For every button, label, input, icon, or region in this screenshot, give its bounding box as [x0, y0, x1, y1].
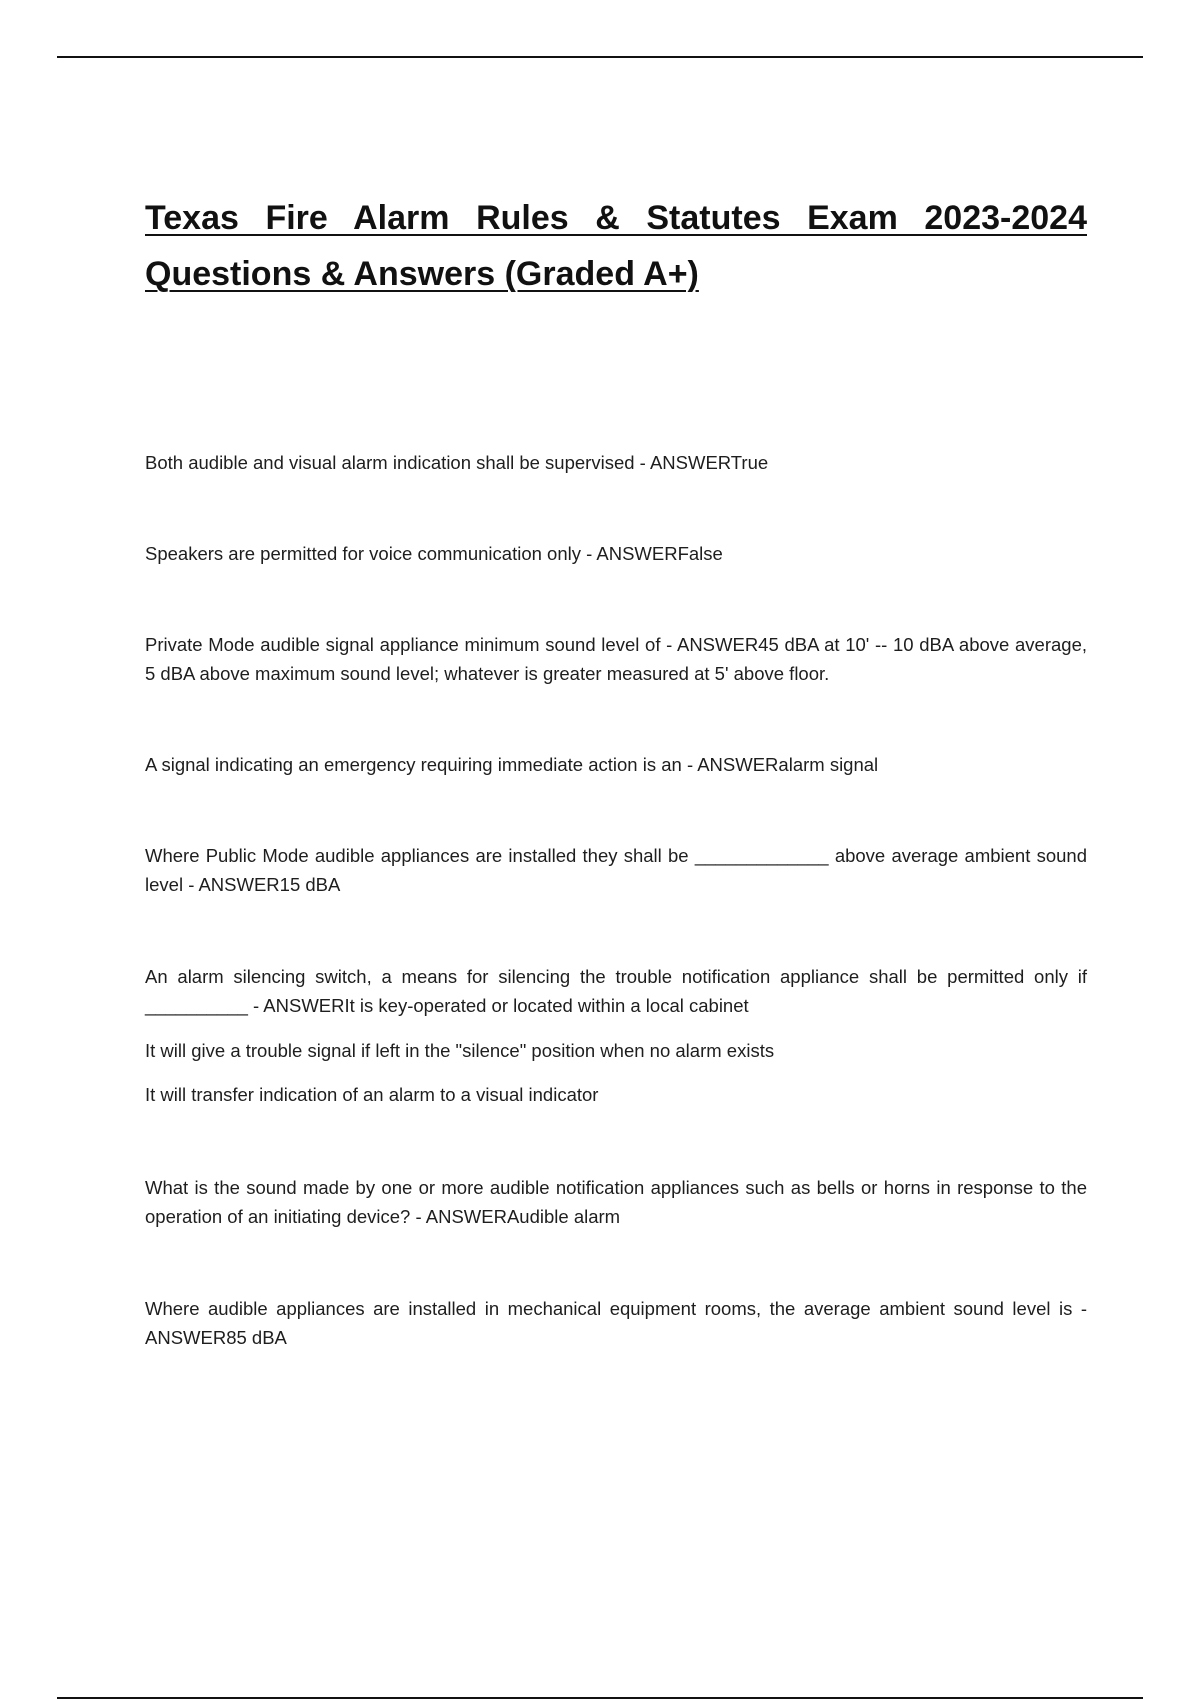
qa-item-2: Speakers are permitted for voice communication only - ANSWERFalse: [145, 543, 723, 564]
qa-item-5: Where Public Mode audible appliances are installed they shall be _____________ above average ambient sound level - ANSWER15 dBA: [145, 845, 1087, 895]
title-line-2: Questions & Answers (Graded A+): [145, 255, 699, 293]
qa-item-4: A signal indicating an emergency requiring immediate action is an - ANSWERalarm signal: [145, 754, 879, 775]
title-line-1: Texas Fire Alarm Rules & Statutes Exam 2023-2024: [145, 199, 1087, 237]
page-title: [145, 190, 1087, 302]
bottom-rule: [57, 1697, 1143, 1699]
top-rule: [57, 56, 1143, 58]
qa-item-6-option-1: It will give a trouble signal if left in the "silence" position when no alarm exists: [145, 1040, 775, 1061]
qa-item-6-option-2: It will transfer indication of an alarm to a visual indicator: [145, 1084, 599, 1105]
qa-item-7: What is the sound made by one or more audible notification appliances such as bells or horns in response to the operation of an initiating device? - ANSWERAudible alarm: [145, 1177, 1087, 1227]
qa-item-3: Private Mode audible signal appliance minimum sound level of - ANSWER45 dBA at 10' -- 10 dBA above average, 5 dBA above maximum sound level; whatever is greater measured at 5' above floor.: [145, 634, 1087, 684]
qa-item-1: Both audible and visual alarm indication shall be supervised - ANSWERTrue: [145, 452, 769, 473]
qa-item-8: Where audible appliances are installed in mechanical equipment rooms, the average ambient sound level is - ANSWER85 dBA: [145, 1298, 1087, 1348]
qa-item-6: An alarm silencing switch, a means for silencing the trouble notification appliance shall be permitted only if __________ - ANSWERIt is key-operated or located within a local cabinet: [145, 966, 1087, 1016]
